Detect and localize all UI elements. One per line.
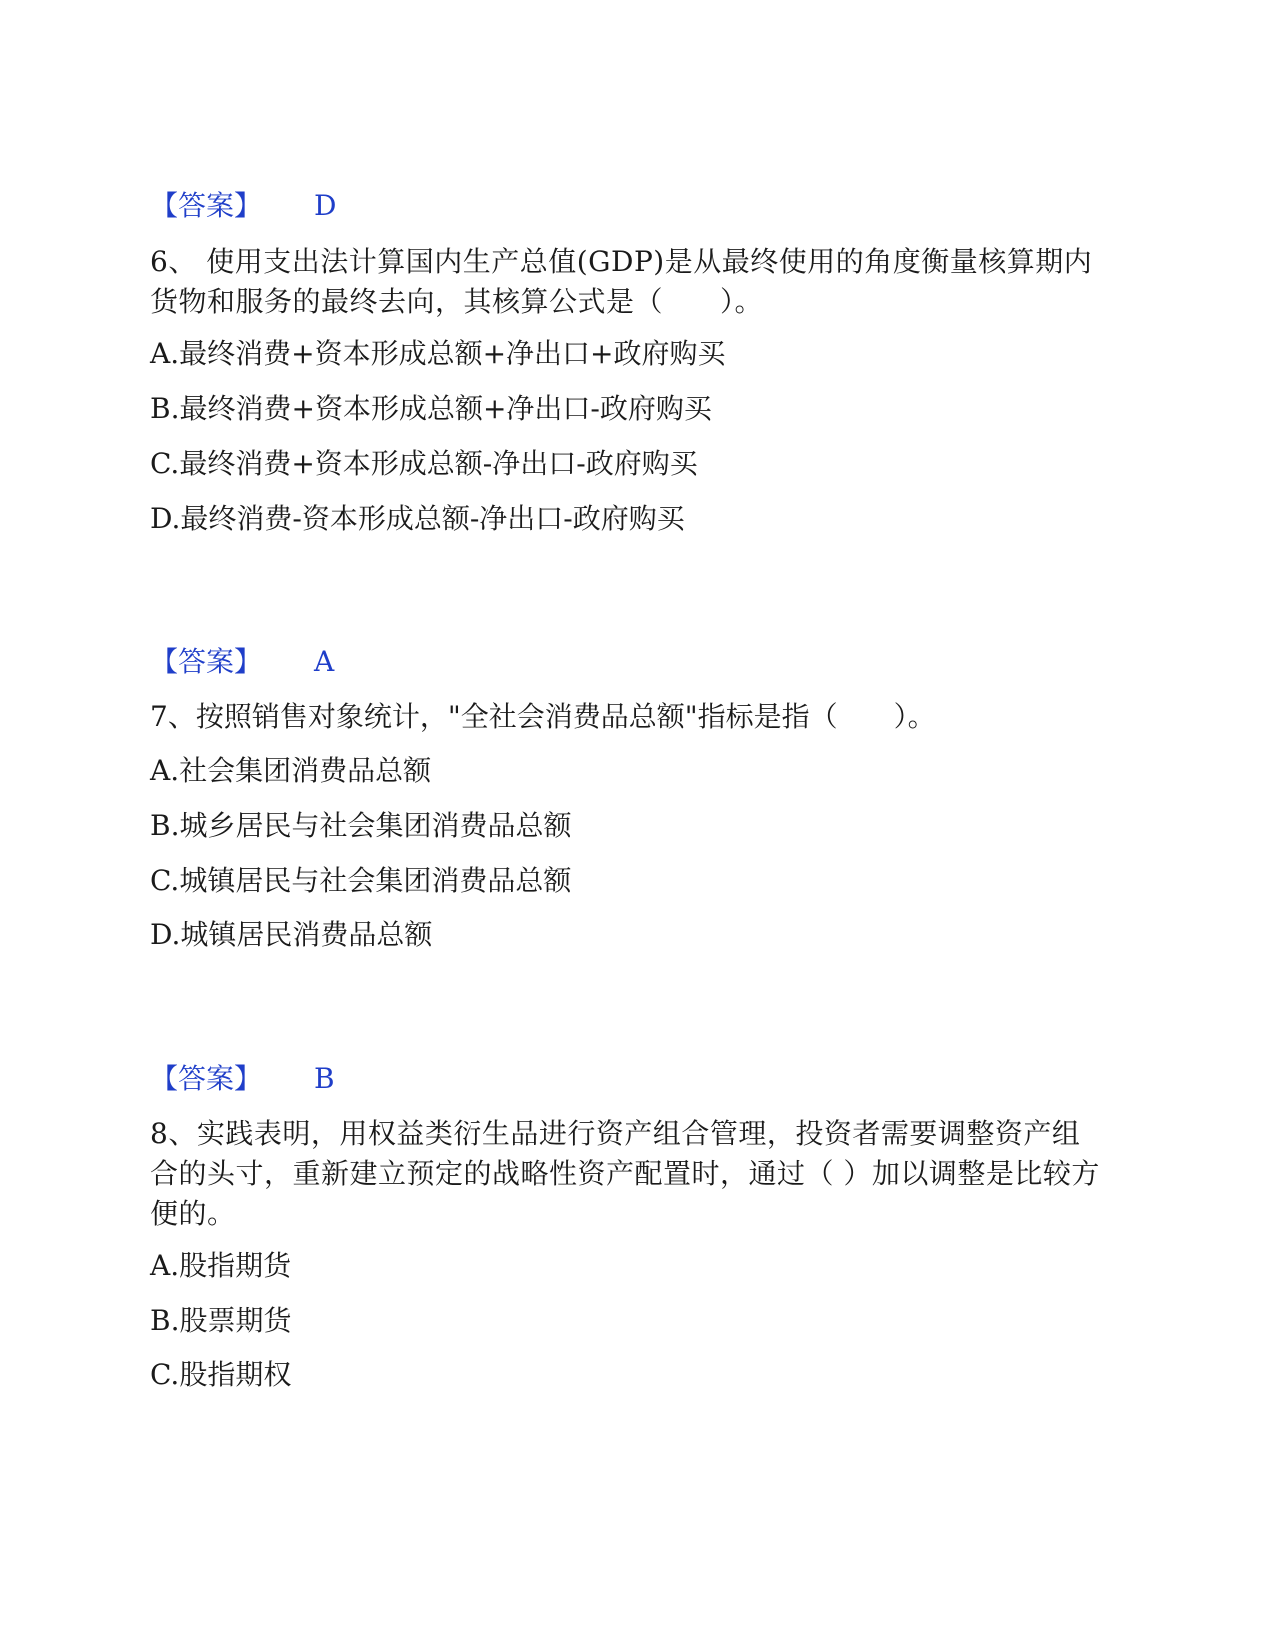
question-7-option-d: D.城镇居民消费品总额: [150, 918, 433, 951]
answer-tag: 【答案】: [150, 1062, 263, 1095]
question-8-option-c: C.股指期权: [150, 1358, 292, 1391]
question-6-option-b: B.最终消费+资本形成总额+净出口-政府购买: [150, 392, 712, 425]
answer-tag: 【答案】: [150, 189, 263, 222]
question-7-option-b: B.城乡居民与社会集团消费品总额: [150, 809, 572, 842]
question-6-option-a: A.最终消费+资本形成总额+净出口+政府购买: [150, 337, 726, 370]
answer-value: B: [314, 1062, 335, 1095]
answer-line-q6: [150, 642, 334, 682]
question-8-option-a: A.股指期货: [150, 1249, 292, 1282]
question-7-option-c: C.城镇居民与社会集团消费品总额: [150, 864, 572, 897]
question-7-option-a: A.社会集团消费品总额: [150, 754, 432, 787]
question-6-option-d: D.最终消费-资本形成总额-净出口-政府购买: [150, 502, 685, 535]
answer-value: A: [314, 645, 335, 678]
question-6-text: 6、 使用支出法计算国内生产总值(GDP)是从最终使用的角度衡量核算期内货物和服务的最终去向，其核算公式是（ ）。: [150, 245, 1093, 318]
question-6-option-c: C.最终消费+资本形成总额-净出口-政府购买: [150, 447, 698, 480]
question-7-text: 7、按照销售对象统计，"全社会消费品总额"指标是指（ ）。: [150, 700, 936, 733]
question-8-option-b: B.股票期货: [150, 1304, 292, 1337]
question-8-text: 8、实践表明，用权益类衍生品进行资产组合管理，投资者需要调整资产组合的头寸，重新建立预定的战略性资产配置时，通过（ ）加以调整是比较方便的。: [150, 1117, 1100, 1230]
answer-tag: 【答案】: [150, 645, 263, 678]
answer-line-q7: [150, 1059, 335, 1099]
answer-line-q5: [150, 186, 336, 226]
answer-value: D: [314, 189, 337, 222]
